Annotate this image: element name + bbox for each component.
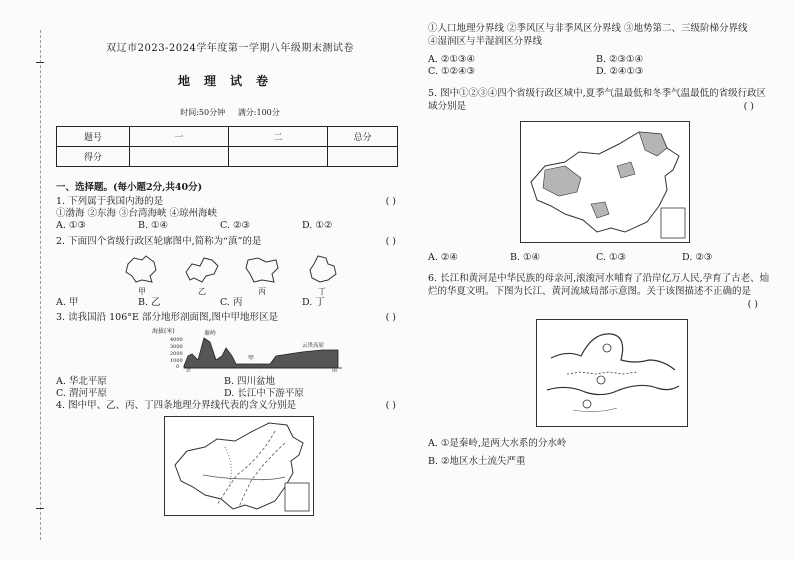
shape-label: 乙 [198, 287, 206, 296]
score-cell[interactable] [229, 147, 328, 167]
exam-title: 双辽市2023-2024学年度第一学期八年级期末测试卷 [106, 43, 354, 54]
binding-mark [36, 508, 44, 509]
exam-meta [56, 107, 404, 118]
china-outline [175, 423, 303, 509]
option-c[interactable]: C. ②③ [220, 220, 251, 231]
south-sea-inset [285, 483, 309, 511]
answer-parenthesis[interactable]: ( ) [385, 312, 396, 323]
option-d[interactable]: D. ②④①③ [596, 66, 644, 77]
option-a[interactable]: A. ②④ [428, 252, 458, 263]
option-d[interactable]: D. ①② [302, 220, 333, 231]
question-3-options [56, 376, 404, 400]
question-4-items-line2: ④湿润区与半湿润区分界线 [428, 36, 543, 47]
score-table-header-row [57, 127, 398, 147]
shape-label: 丙 [258, 287, 266, 296]
yangtze-river [547, 385, 679, 394]
score-table-header: 题号 [57, 127, 130, 147]
terrain-profile-svg [152, 326, 382, 372]
answer-parenthesis[interactable]: ( ) [747, 299, 758, 310]
answer-parenthesis[interactable]: ( ) [385, 400, 396, 411]
question-1 [56, 196, 404, 208]
answer-parenthesis[interactable]: ( ) [385, 236, 396, 247]
question-6-option-a[interactable]: A. ①是秦岭,是两大水系的分水岭 [428, 438, 567, 449]
option-a[interactable]: A. 华北平原 [56, 376, 107, 387]
option-b[interactable]: B. 四川盆地 [224, 376, 276, 387]
question-5-options [428, 252, 778, 264]
profile-jia-label: 甲 [248, 355, 255, 362]
profile-south-label: 南 [332, 368, 338, 372]
score-table-row [57, 147, 398, 167]
question-6-line3 [428, 298, 778, 311]
question-2-options [56, 297, 404, 309]
profile-tick: 4000 [170, 337, 183, 343]
shape-label: 甲 [138, 287, 146, 296]
qinling-range [567, 372, 637, 374]
binding-mark [36, 62, 44, 63]
score-label: 满分:100分 [237, 108, 280, 117]
option-c[interactable]: C. 渭河平原 [56, 388, 107, 399]
province-outlines [124, 254, 404, 284]
profile-tick: 2000 [170, 351, 183, 357]
right-column [428, 22, 778, 468]
option-b[interactable]: B. ①④ [138, 220, 169, 231]
yellow-river [551, 334, 675, 370]
province-outline-yi [184, 254, 220, 284]
shaded-province-1 [639, 132, 667, 156]
south-sea-inset [661, 208, 685, 238]
question-stem: 2. 下面四个省级行政区轮廓图中,简称为“滇”的是 [56, 236, 262, 247]
question-6-line2: 烂的华夏文明。下图为长江、黄河流域局部示意图。关于该图描述不正确的是 [428, 286, 752, 297]
option-b[interactable]: B. ①④ [510, 252, 541, 263]
section-title: 一、选择题。(每小题2分,共40分) [56, 182, 203, 193]
province-outline-bing [244, 254, 280, 284]
binding-line [40, 30, 41, 540]
answer-parenthesis[interactable]: ( ) [385, 196, 396, 207]
profile-tick: 1000 [170, 358, 183, 364]
question-6-option-b[interactable]: B. ②地区水土流失严重 [428, 456, 526, 467]
q5-map-figure [520, 121, 778, 246]
subject-title: 地理试卷 [177, 74, 282, 88]
shaded-province-3 [591, 202, 609, 218]
score-cell[interactable] [130, 147, 229, 167]
marker-3 [583, 400, 591, 408]
option-c[interactable]: C. ①③ [596, 252, 627, 263]
option-a[interactable]: A. ①③ [56, 220, 86, 231]
score-cell[interactable] [328, 147, 398, 167]
question-4-items-line1: ①人口地理分界线 ②季风区与非季风区分界线 ③地势第二、三级阶梯分界线 [428, 23, 748, 34]
question-6 [428, 272, 778, 285]
tributary [573, 408, 617, 412]
option-d[interactable]: D. 丁 [302, 297, 325, 308]
question-stem: 4. 图中甲、乙、丙、丁四条地理分界线代表的含义分别是 [56, 400, 297, 411]
question-stem: 5. 图中①②③④四个省级行政区域中,夏季气温最低和冬季气温最低的省级行政区 [428, 88, 767, 99]
option-a[interactable]: A. ②①③④ [428, 54, 475, 65]
option-b[interactable]: B. ②③①④ [596, 54, 644, 65]
question-5 [428, 87, 778, 100]
option-c[interactable]: C. 丙 [220, 297, 243, 308]
question-2 [56, 236, 404, 248]
score-table [56, 126, 398, 167]
question-stem: 3. 读我国沿 106°E 部分地形剖面图,图中甲地形区是 [56, 312, 278, 323]
shaded-province-4 [617, 162, 635, 178]
time-label: 时间:50分钟 [180, 108, 226, 117]
boundary-line [203, 475, 285, 480]
province-outline-ding [304, 254, 340, 284]
answer-parenthesis[interactable]: ( ) [743, 101, 754, 112]
terrain-profile-figure [152, 326, 382, 372]
profile-qinling-label: 秦岭 [204, 330, 217, 337]
option-d[interactable]: D. ②③ [682, 252, 713, 263]
province-outline-labels [138, 286, 404, 297]
question-stem: 6. 长江和黄河是中华民族的母亲河,滚滚河水哺育了沿岸亿万人民,孕育了古老、灿 [428, 273, 770, 284]
option-d[interactable]: D. 长江中下游平原 [224, 388, 304, 399]
province-outline-jia [124, 254, 160, 284]
shaded-province-2 [543, 166, 581, 196]
option-a[interactable]: A. 甲 [56, 297, 79, 308]
score-table-header: 一 [130, 127, 229, 147]
score-table-header: 总分 [328, 127, 398, 147]
q4-map-figure [164, 416, 404, 519]
question-3 [56, 312, 404, 324]
question-4 [56, 400, 404, 412]
profile-tick: 0 [176, 364, 180, 370]
china-provinces-map [520, 121, 690, 243]
profile-plateau-label: 云贵高原 [302, 343, 325, 349]
q6-map-figure [536, 319, 778, 430]
marker-2 [603, 344, 611, 352]
question-stem-continued: 域分别是 [428, 101, 467, 112]
river-basins-map [536, 319, 688, 427]
option-c[interactable]: C. ①②④③ [428, 66, 476, 77]
boundary-line [217, 431, 275, 505]
left-column [56, 30, 404, 519]
question-1-options [56, 220, 404, 232]
question-5-line2 [428, 100, 778, 113]
shape-label: 丁 [318, 287, 326, 296]
question-stem: 1. 下列属于我国内海的是 [56, 196, 164, 207]
profile-altitude-label: 海拔(米) [152, 328, 175, 335]
question-1-items: ①渤海 ②东海 ③台湾海峡 ④琼州海峡 [56, 208, 218, 219]
boundary-line [225, 447, 231, 487]
marker-1 [597, 376, 605, 384]
china-boundary-lines-map [164, 416, 314, 516]
profile-north-label: 北 [186, 368, 192, 372]
profile-tick: 3000 [170, 344, 183, 350]
score-row-label: 得分 [57, 147, 130, 167]
score-table-header: 二 [229, 127, 328, 147]
option-b[interactable]: B. 乙 [138, 297, 161, 308]
question-4-options [428, 54, 778, 78]
